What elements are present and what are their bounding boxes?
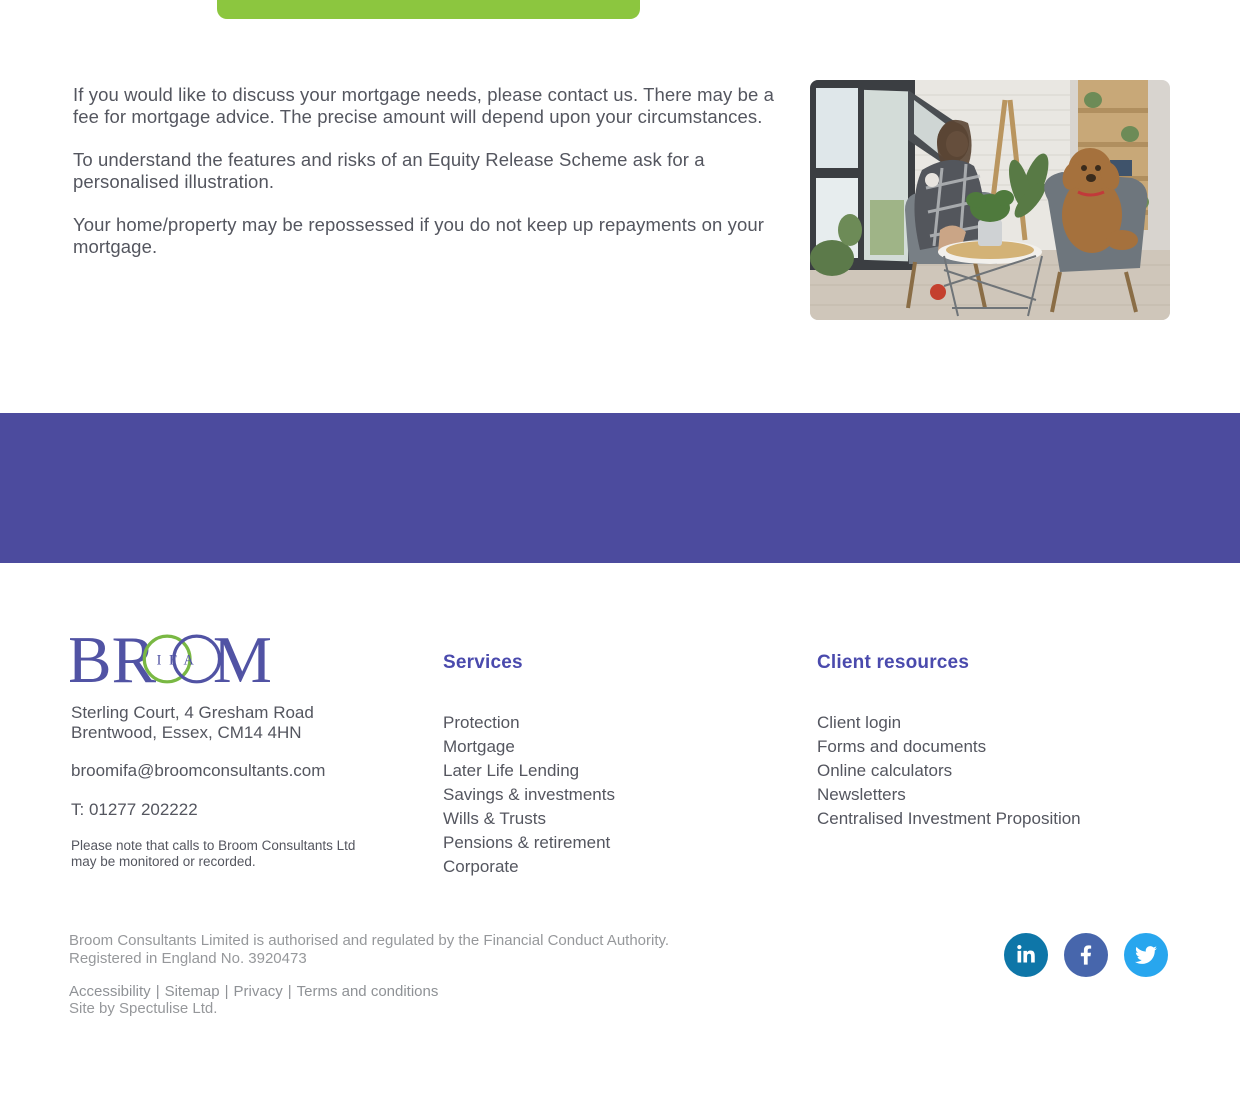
resource-link-client-login[interactable]: Client login	[817, 713, 902, 732]
intro-paragraph-mortgage-fee: If you would like to discuss your mortgage needs, please contact us. There may be a fee for mortgage advice. The precise amount will depend upon your circumstances.	[73, 84, 775, 127]
services-heading: Services	[443, 652, 523, 673]
address-block	[71, 703, 314, 742]
services-column	[443, 652, 615, 879]
email-link[interactable]: broomifa@broomconsultants.com	[71, 761, 326, 780]
legal-text	[69, 932, 669, 967]
service-link-mortgage[interactable]: Mortgage	[443, 737, 515, 756]
calls-note-line-1: Please note that calls to Broom Consultants Ltd	[71, 838, 356, 853]
primary-button-cutoff[interactable]	[217, 0, 640, 19]
speak-to-specialist-button[interactable]	[823, 872, 1169, 935]
resource-link-forms-documents[interactable]: Forms and documents	[817, 737, 987, 756]
site-credit: Site by Spectulise Ltd.	[69, 1000, 218, 1017]
links-separator: |	[287, 983, 292, 1000]
legal-line-1: Broom Consultants Limited is authorised and regulated by the Financial Conduct Authority.	[69, 932, 670, 949]
service-link-later-life-lending[interactable]: Later Life Lending	[443, 761, 580, 780]
accessibility-link[interactable]: Accessibility	[69, 983, 151, 1000]
sitemap-link[interactable]: Sitemap	[164, 983, 220, 1000]
service-link-wills-trusts[interactable]: Wills & Trusts	[443, 809, 546, 828]
intro-text-block	[73, 84, 788, 279]
living-room-photo	[810, 80, 1170, 320]
twitter-icon[interactable]	[1124, 933, 1168, 977]
service-link-corporate[interactable]: Corporate	[443, 857, 519, 876]
legal-line-2: Registered in England No. 3920473	[69, 949, 307, 967]
links-separator: |	[155, 983, 160, 1000]
service-link-protection[interactable]: Protection	[443, 713, 520, 732]
address-line-2: Brentwood, Essex, CM14 4HN	[71, 722, 302, 742]
phone-link[interactable]: T: 01277 202222	[71, 800, 198, 819]
links-separator: |	[224, 983, 229, 1000]
social-icons-row	[1004, 933, 1168, 977]
resource-link-newsletters[interactable]: Newsletters	[817, 785, 906, 804]
logo-text-ifa: IFA	[156, 652, 202, 669]
broom-ifa-logo[interactable]	[70, 628, 270, 688]
intro-paragraph-equity-release: To understand the features and risks of an Equity Release Scheme ask for a personalised illustration.	[73, 148, 705, 192]
terms-and-conditions-link[interactable]: Terms and conditions	[296, 983, 439, 1000]
logo-text-br: BR	[70, 628, 157, 688]
intro-paragraph-repossession-warning: Your home/property may be repossessed if you do not keep up repayments on your mortgage.	[73, 213, 764, 257]
chevron-right-circle-icon	[1095, 890, 1123, 918]
service-link-savings-investments[interactable]: Savings & investments	[443, 785, 615, 804]
cta-heading: Find out how Broom can help you	[71, 881, 577, 916]
resource-link-centralised-investment-proposition[interactable]: Centralised Investment Proposition	[817, 809, 1081, 828]
service-link-pensions-retirement[interactable]: Pensions & retirement	[443, 833, 611, 852]
facebook-icon[interactable]	[1064, 933, 1108, 977]
address-line-1: Sterling Court, 4 Gresham Road	[71, 703, 314, 722]
privacy-link[interactable]: Privacy	[233, 983, 283, 1000]
calls-monitored-note	[71, 838, 355, 869]
client-resources-heading: Client resources	[817, 652, 970, 673]
client-resources-column	[817, 652, 1081, 831]
policy-links-row	[69, 983, 438, 1000]
calls-note-line-2: may be monitored or recorded.	[71, 853, 256, 869]
logo-text-m: M	[212, 628, 270, 688]
resource-link-online-calculators[interactable]: Online calculators	[817, 761, 953, 780]
linkedin-icon[interactable]	[1004, 933, 1048, 977]
speak-to-specialist-label: Speak to a specialist	[868, 890, 1082, 916]
